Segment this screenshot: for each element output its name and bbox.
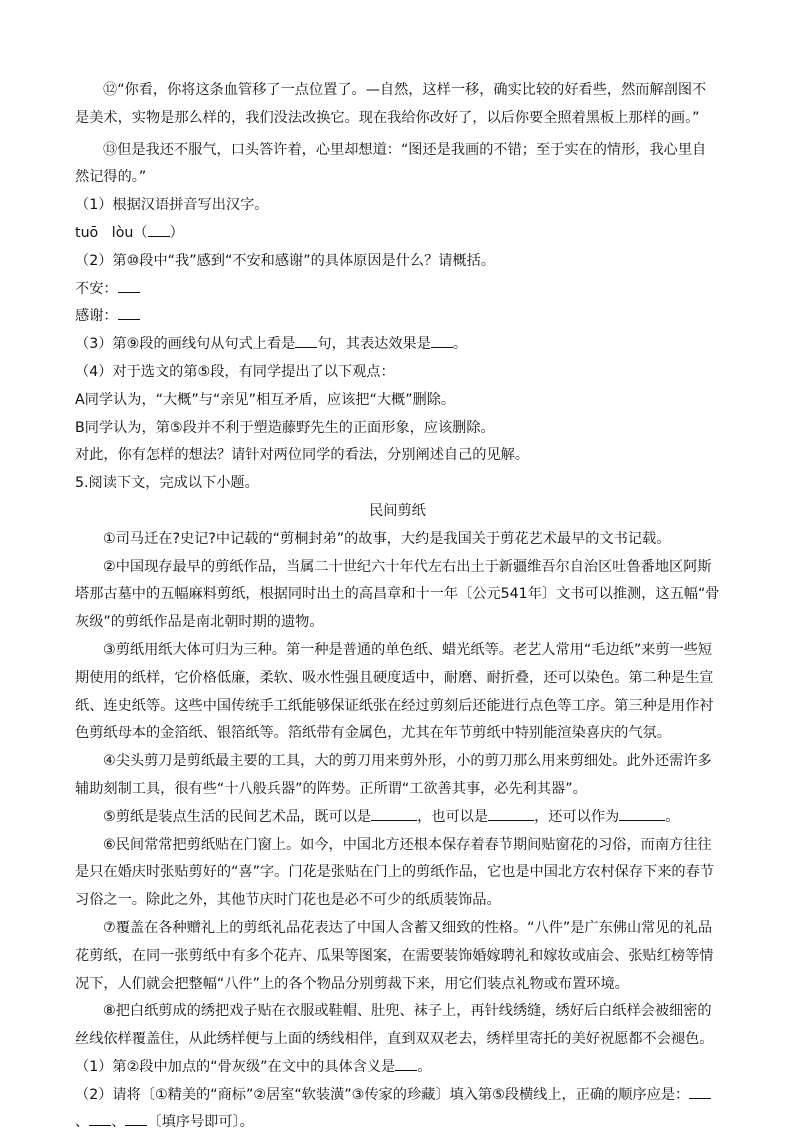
article-title: 民间剪纸 bbox=[369, 502, 426, 519]
qb-tail: 〔填序号即可〕。 bbox=[147, 1114, 254, 1131]
qa-part-a: （1）第②段中加点的“骨灰级”在文中的具体含义是 bbox=[75, 1058, 396, 1075]
section-5-question-1 bbox=[75, 1054, 720, 1082]
question-3-part-b: 句，其表达效果是 bbox=[317, 336, 431, 353]
question-4-prompt: 对此，你有怎样的想法？请针对两位同学的看法，分别阐述自己的见解。 bbox=[75, 447, 530, 464]
answer-blank[interactable] bbox=[89, 1125, 111, 1126]
pinyin-lou: lòu bbox=[111, 224, 134, 241]
section-5-heading: 5.阅读下文，完成以下小题。 bbox=[75, 475, 259, 492]
answer-blank[interactable] bbox=[371, 820, 417, 821]
answer-blank[interactable] bbox=[118, 292, 140, 293]
answer-blank[interactable] bbox=[118, 319, 140, 320]
question-1: （1）根据汉语拼音写出汉字。 bbox=[75, 197, 269, 214]
question-3-part-c: 。 bbox=[452, 336, 468, 353]
pinyin-tuo: tuō bbox=[75, 224, 99, 241]
article-paragraph-2: ②中国现存最早的剪纸作品，当属二十世纪六十年代左右出土于新疆维吾尔自治区吐鲁番地区阿斯塔那古墓中的五幅麻料剪纸，根据同时出土的高昌章和十一年〔公元541年〕文书可以推测，这五幅“骨灰级”的剪纸作品是南北朝时期的遗物。 bbox=[75, 558, 720, 631]
paren-close: ） bbox=[169, 224, 184, 241]
article-paragraph-4: ④尖头剪刀是剪纸最主要的工具，大的剪刀用来剪外形，小的剪刀那么用来剪细处。此外还需许多辅助刻制工具，很有些“十八般兵器”的阵势。正所谓“工欲善其事，必先利其器”。 bbox=[75, 753, 712, 797]
answer-blank[interactable] bbox=[488, 820, 534, 821]
answer-blank[interactable] bbox=[619, 820, 665, 821]
article-paragraph-3: ③剪纸用纸大体可归为三种。第一种是普通的单色纸、蜡光纸等。老艺人常用“毛边纸”来剪一些短期使用的纸样，它价格低廉，柔软、吸水性强且硬度适中，耐磨、耐折叠，还可以染色。第二种是生宣纸、连史纸等。这些中国传统手工纸能够保证纸张在经过剪刻后还能进行点色等工序。第三种是用作衬色剪纸母本的金箔纸、银箔纸等。箔纸带有金属色，尤其在年节剪纸中特别能渲染喜庆的气氛。 bbox=[75, 641, 714, 742]
p5-part-c: ，还可以作为 bbox=[534, 808, 620, 825]
qb-sep-2: 、 bbox=[111, 1114, 126, 1131]
article-paragraph-7: ⑦覆盖在各种赠礼上的剪纸礼品花表达了中国人含蓄又细致的性格。“八件”是广东佛山常见的礼品花剪纸，在同一张剪纸中有多个花卉、瓜果等图案，在需要装饰婚嫁聘礼和嫁妆或庙会、张贴红榜等情况下，人们就会把整幅“八件”上的各个物品分别剪裁下来，用它们装点礼物或布置环境。 bbox=[75, 919, 714, 992]
answer-blank[interactable] bbox=[395, 1070, 417, 1071]
ganxie-label: 感谢： bbox=[75, 308, 118, 325]
article-paragraph-8: ⑧把白纸剪成的绣把戏子贴在衣服或鞋帽、肚兜、袜子上，再针线绣缝，绣好后白纸样会被细密的丝线依样覆盖住，从此绣样便与上面的绣线相伴，直到双双老去，绣样里寄托的美好祝愿都不会褪色。 bbox=[75, 1003, 714, 1048]
answer-blank[interactable] bbox=[295, 347, 317, 348]
question-4: （4）对于选文的第⑤段，有同学提出了以下观点： bbox=[75, 363, 395, 380]
answer-blank[interactable] bbox=[125, 1125, 147, 1126]
section-5-question-2 bbox=[75, 1082, 720, 1137]
article-paragraph-1: ①司马迁在?史记?中记载的“剪桐封弟”的故事，大约是我国关于剪花艺术最早的文书记载。 bbox=[103, 530, 671, 547]
p5-part-d: 。 bbox=[665, 808, 680, 825]
qa-part-b: 。 bbox=[417, 1058, 432, 1075]
question-2-ganxie-line bbox=[75, 303, 720, 331]
paragraph-12: ⑫“你看，你将这条血管移了一点位置了。—自然，这样一移，确实比较的好看些，然而解剖图不是美术，实物是那么样的，我们没法改换它。现在我给你改好了，以后你要全照着黑板上那样的画。” bbox=[75, 82, 707, 126]
question-4-option-b: B同学认为，第⑤段并不利于塑造藤野先生的正面形象，应该删除。 bbox=[75, 419, 495, 436]
p5-part-a: ⑤剪纸是装点生活的民间艺术品，既可以是 bbox=[103, 808, 372, 825]
qb-part-a: （2）请将〔①精美的“商标”②居室“软装潢”③传家的珍藏〕填入第⑤段横线上，正确的顺序应是： bbox=[75, 1086, 690, 1103]
answer-blank[interactable] bbox=[689, 1098, 711, 1099]
question-1-pinyin-line bbox=[75, 220, 720, 248]
qb-sep-1: 、 bbox=[75, 1114, 90, 1131]
answer-blank[interactable] bbox=[431, 347, 453, 348]
article-paragraph-5 bbox=[75, 804, 720, 832]
question-3 bbox=[75, 331, 720, 359]
paragraph-13: ⑬但是我还不服气，口头答许着，心里却想道：“图还是我画的不错；至于实在的情形，我心里自然记得的。” bbox=[75, 141, 707, 186]
paren-open: （ bbox=[133, 224, 148, 241]
question-2: （2）第⑩段中“我”感到“不安和感谢”的具体原因是什么？请概括。 bbox=[75, 252, 496, 269]
question-3-part-a: （3）第⑨段的画线句从句式上看是 bbox=[75, 336, 296, 353]
answer-blank[interactable] bbox=[148, 236, 170, 237]
document-page bbox=[75, 77, 720, 1137]
article-paragraph-6: ⑥民间常常把剪纸贴在门窗上。如今，中国北方还根本保存着春节期间贴窗花的习俗，而南方往往是只在婚庆时张贴剪好的“喜”字。门花是张贴在门上的剪纸作品，它也是中国北方农村保存下来的春节习俗之一。除此之外，其他节庆时门花也是必不可少的纸质装饰品。 bbox=[75, 836, 714, 909]
p5-part-b: ，也可以是 bbox=[417, 808, 489, 825]
buan-label: 不安： bbox=[75, 280, 118, 297]
question-4-option-a: A同学认为，“大概”与“亲见”相互矛盾，应该把“大概”删除。 bbox=[75, 391, 456, 408]
question-2-buan-line bbox=[75, 276, 720, 304]
